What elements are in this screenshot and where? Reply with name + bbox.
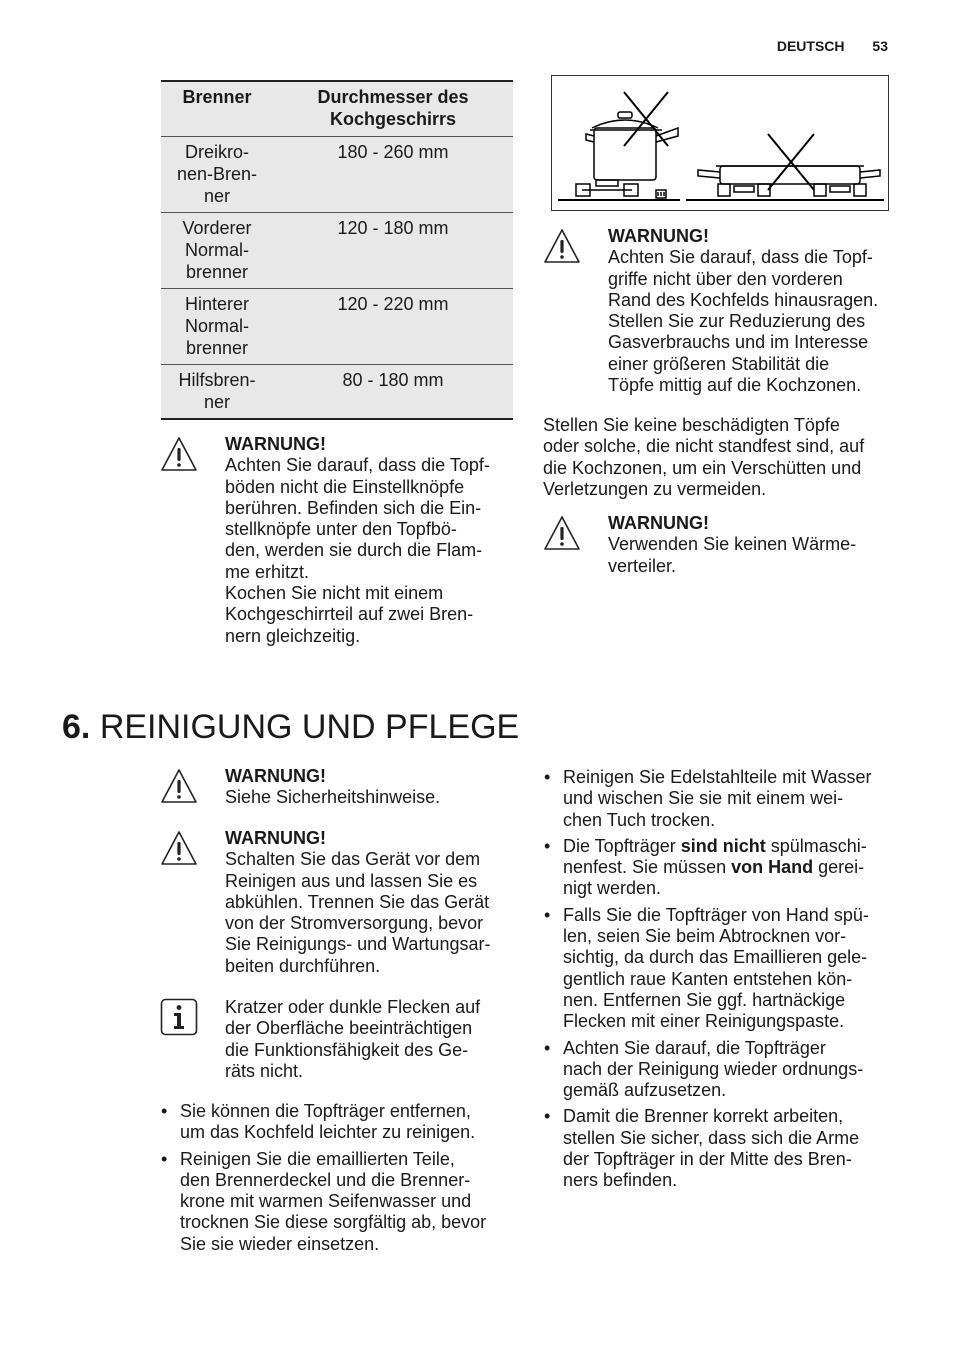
column-header-burner: Brenner [161, 81, 273, 137]
warning-triangle-icon [160, 830, 198, 866]
warning-title: WARNUNG! [608, 513, 709, 533]
header-language: DEUTSCH [776, 38, 845, 54]
list-item: • Reinigen Sie die emaillierten Teile, den Brennerdeckel und die Brenner- krone mit warmen Seifenwasser und trocknen Sie diese sorgfältig ab, bevor Sie sie wieder einsetzen. [161, 1149, 521, 1255]
warning-block-switch-off: WARNUNG! Schalten Sie das Gerät vor dem Reinigen aus und lassen Sie es abkühlen. Trennen Sie das Gerät von der Stromversorgung, bevor Sie Reinigungs- und Wartungsar- beiten durchführen. [225, 828, 520, 977]
section-heading [62, 707, 519, 747]
warning-title: WARNUNG! [225, 828, 326, 848]
warning-block-pot-bottoms: WARNUNG! Achten Sie darauf, dass die Topf- böden nicht die Einstellknöpfe berühren. Befinden sich die Ein- stellknöpfe unter den Topfbö- den, werden sie durch die Flam- me erhitzt. Kochen Sie nicht mit einem Kochgeschirrteil auf zwei Bren- nern gleichzeitig. [225, 434, 520, 647]
table-row [161, 137, 513, 213]
warning-block-pot-handles: WARNUNG! Achten Sie darauf, dass die Topf- griffe nicht über den vorderen Rand des Kochfelds hinausragen. Stellen Sie zur Reduzierung des Gasverbrauchs und im Interesse einer größeren Stabilität die Töpfe mittig auf die Kochzonen. [608, 226, 908, 396]
burner-diameter-table [161, 80, 513, 420]
warning-triangle-icon [543, 515, 581, 551]
table-row [161, 213, 513, 289]
table-cell-diameter: 80 - 180 mm [273, 365, 513, 420]
list-item: • Damit die Brenner korrekt arbeiten, stellen Sie sicher, dass sich die Arme der Topfträger in der Mitte des Bren- ners befinden. [544, 1106, 914, 1191]
list-item: • Sie können die Topfträger entfernen, um das Kochfeld leichter zu reinigen. [161, 1101, 521, 1144]
info-icon [160, 998, 198, 1036]
table-header-row [161, 81, 513, 137]
section-number: 6. [62, 708, 91, 746]
table-cell-diameter: 120 - 220 mm [273, 289, 513, 365]
list-item: • Falls Sie die Topfträger von Hand spü- len, seien Sie beim Abtrocknen vor- sichtig, da durch das Emaillieren gele- gentlich raue Kanten entstehen kön- nen. Entfernen Sie ggf. hartnäckige Flecken mit einer Reinigungspaste. [544, 905, 914, 1033]
table-cell-burner: Hilfsbren- ner [161, 365, 273, 420]
table-row [161, 289, 513, 365]
warning-triangle-icon [543, 228, 581, 264]
section-title: REINIGUNG UND PFLEGE [99, 708, 520, 746]
table-cell-burner: Dreikro- nen-Bren- ner [161, 137, 273, 213]
warning-triangle-icon [160, 768, 198, 804]
table-cell-diameter: 180 - 260 mm [273, 137, 513, 213]
paragraph-damaged-pots: Stellen Sie keine beschädigten Töpfe oder solche, die nicht standfest sind, auf die Kochzonen, um ein Verschütten und Verletzungen zu vermeiden. [543, 415, 865, 499]
table-cell-burner: Vorderer Normal- brenner [161, 213, 273, 289]
cleaning-list-left [161, 1101, 521, 1260]
warning-title: WARNUNG! [225, 434, 326, 454]
page-header [777, 38, 888, 54]
warning-block-safety: WARNUNG! Siehe Sicherheitshinweise. [225, 766, 520, 809]
table-cell-burner: Hinterer Normal- brenner [161, 289, 273, 365]
info-block-scratches: Kratzer oder dunkle Flecken auf der Oberfläche beeinträchtigen die Funktionsfähigkeit des Ge- räts nicht. [225, 997, 481, 1081]
pot-placement-illustration [551, 75, 889, 211]
warning-title: WARNUNG! [608, 226, 709, 246]
column-header-diameter: Durchmesser des Kochgeschirrs [273, 81, 513, 137]
list-item: • Die Topfträger sind nicht spülmaschi- nenfest. Sie müssen von Hand gerei- nigt werden. [544, 836, 914, 900]
warning-triangle-icon [160, 436, 198, 472]
page-number: 53 [872, 38, 888, 54]
cleaning-list-right [544, 767, 914, 1197]
warning-title: WARNUNG! [225, 766, 326, 786]
warning-block-heat-diffuser: WARNUNG! Verwenden Sie keinen Wärme- verteiler. [608, 513, 908, 577]
list-item: • Achten Sie darauf, die Topfträger nach der Reinigung wieder ordnungs- gemäß aufzusetzen. [544, 1038, 914, 1102]
table-cell-diameter: 120 - 180 mm [273, 213, 513, 289]
table-row [161, 365, 513, 420]
list-item: • Reinigen Sie Edelstahlteile mit Wasser und wischen Sie sie mit einem wei- chen Tuch trocken. [544, 767, 914, 831]
